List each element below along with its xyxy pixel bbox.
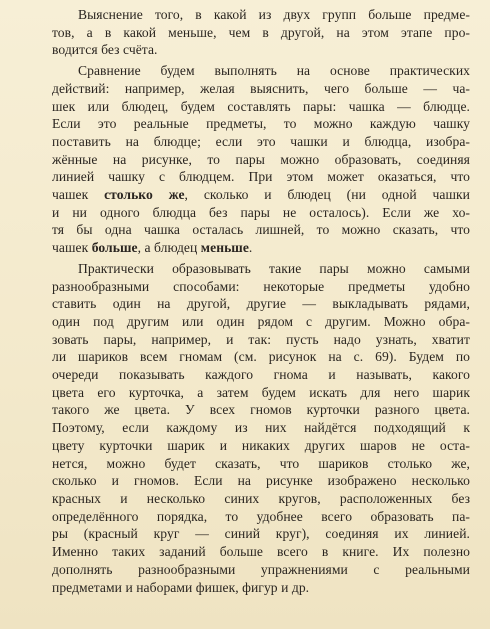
text-line xyxy=(52,239,470,257)
paragraph-1 xyxy=(52,6,470,59)
text-line xyxy=(52,419,470,437)
text-segment: ли шариков всем гномам (см. рисунок на с. 69). Будем по xyxy=(52,349,470,365)
text-segment: цвету курточки шарик и никаких других шаров не оста- xyxy=(52,437,470,453)
text-segment: сколько и гномов. Если на рисунке изображено несколько xyxy=(52,473,470,489)
text-segment: и ни одного блюдца без пары не осталось). Если же хо- xyxy=(52,204,470,220)
text-segment: линией чашку с блюдцем. При этом может оказаться, что xyxy=(52,169,470,185)
text-segment: ставить один на другой, другие — выкладывать рядами, xyxy=(52,296,470,312)
paragraph-2 xyxy=(52,62,470,257)
text-line xyxy=(52,186,470,204)
text-line xyxy=(52,384,470,402)
text-segment: поставить на блюдце; если это чашки и блюдца, изобра- xyxy=(52,133,470,149)
text-segment: очереди показывать каждого гнома и называть, какого xyxy=(52,367,470,383)
text-line xyxy=(52,295,470,313)
text-segment: разнообразными способами: некоторые предметы удобно xyxy=(52,278,470,294)
text-segment: тов, а в какой меньше, чем в другой, на этом этапе про- xyxy=(52,24,470,40)
text-segment: такого же цвета. У всех гномов курточки разного цвета. xyxy=(52,402,470,418)
text-line xyxy=(52,6,470,24)
text-segment: цвета его курточка, а затем будем искать для него шарик xyxy=(52,384,470,400)
text-line xyxy=(52,437,470,455)
text-line xyxy=(52,543,470,561)
text-segment: жённые на рисунке, то пары можно образовать, соединяя xyxy=(52,151,470,167)
text-segment: Если это реальные предметы, то можно каждую чашку xyxy=(52,116,470,132)
text-line xyxy=(52,366,470,384)
text-segment: чашек xyxy=(52,187,105,203)
text-line xyxy=(52,151,470,169)
text-segment: , сколько и блюдец (ни одной чашки xyxy=(184,187,470,203)
text-segment: зовать пары, например, и так: пусть надо узнать, хватит xyxy=(52,331,470,347)
text-segment: определённого порядка, то удобнее всего образовать па- xyxy=(52,508,470,524)
text-line xyxy=(52,525,470,543)
text-segment: . xyxy=(248,240,253,256)
text-segment: нется, можно будет сказать, что шариков столько же, xyxy=(52,455,470,471)
text-line xyxy=(52,472,470,490)
text-line xyxy=(52,221,470,239)
text-segment: Практически образовывать такие пары можно самыми xyxy=(78,260,470,276)
emphasized-term: меньше xyxy=(200,240,249,256)
text-line xyxy=(52,278,470,296)
text-segment: Поэтому, если каждому из них найдётся подходящий к xyxy=(52,420,470,436)
text-segment: чашек xyxy=(52,240,92,256)
text-segment: дополнять разнообразными упражнениями с реальными xyxy=(52,561,470,577)
text-line xyxy=(52,115,470,133)
text-line xyxy=(52,348,470,366)
text-line xyxy=(52,204,470,222)
text-segment: водится без счёта. xyxy=(52,42,158,58)
text-segment: ры (красный круг — синий круг), соединяя их линией. xyxy=(52,526,470,542)
text-segment: тя бы одна чашка осталась лишней, то можно сказать, что xyxy=(52,222,470,238)
text-line xyxy=(52,508,470,526)
text-segment: предметами и наборами фишек, фигур и др. xyxy=(52,579,310,595)
text-line xyxy=(52,579,470,597)
text-block xyxy=(52,6,470,596)
text-segment: красных и несколько синих кругов, расположенных без xyxy=(52,490,470,506)
text-segment: Именно таких заданий больше всего в книге. Их полезно xyxy=(52,544,470,560)
emphasized-term: больше xyxy=(91,240,138,256)
text-segment: один под другим или один рядом с другим. Можно обра- xyxy=(52,313,470,329)
text-line xyxy=(52,133,470,151)
text-line xyxy=(52,313,470,331)
text-line xyxy=(52,62,470,80)
text-line xyxy=(52,455,470,473)
paragraph-3 xyxy=(52,260,470,596)
text-segment: , а блюдец xyxy=(137,240,201,256)
text-line xyxy=(52,401,470,419)
text-line xyxy=(52,260,470,278)
text-line xyxy=(52,80,470,98)
text-segment: шек или блюдец, будем составлять пары: чашка — блюдце. xyxy=(52,98,470,114)
text-segment: действий: например, желая выяснить, чего больше — ча- xyxy=(52,80,470,96)
text-line xyxy=(52,98,470,116)
text-line xyxy=(52,41,470,59)
text-segment: Сравнение будем выполнять на основе практических xyxy=(78,63,470,79)
text-line xyxy=(52,561,470,579)
text-line xyxy=(52,331,470,349)
emphasized-term: столько же xyxy=(104,187,185,203)
text-line xyxy=(52,490,470,508)
text-line xyxy=(52,24,470,42)
text-segment: Выяснение того, в какой из двух групп больше предме- xyxy=(78,7,470,22)
text-line xyxy=(52,168,470,186)
